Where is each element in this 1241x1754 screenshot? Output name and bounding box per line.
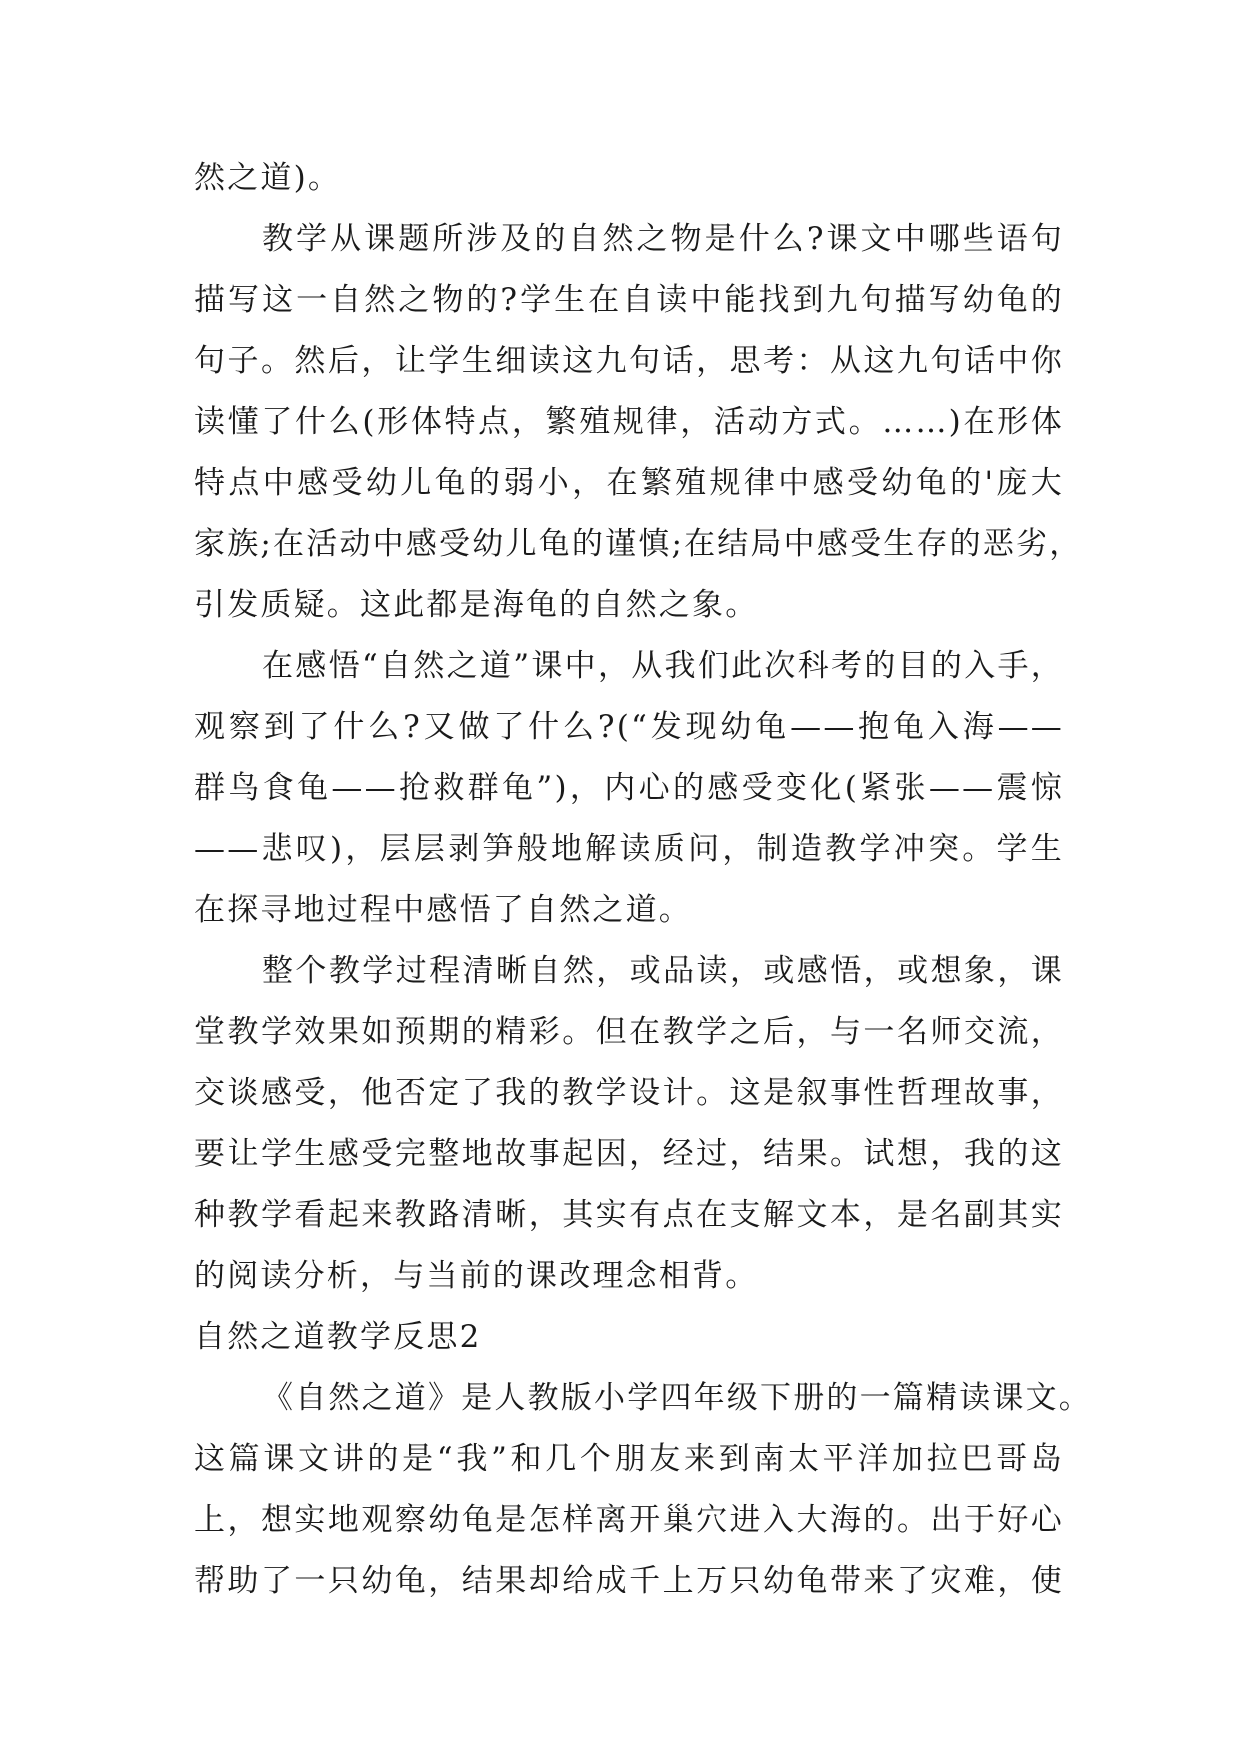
text-line: 特点中感受幼儿龟的弱小，在繁殖规律中感受幼龟的'庞大 [194,465,1064,501]
text-line: 然之道)。 [194,160,342,196]
text-line: 堂教学效果如预期的精彩。但在教学之后，与一名师交流， [194,1014,1064,1050]
text-line: 读懂了什么(形体特点，繁殖规律，活动方式。……)在形体 [194,404,1064,440]
section-heading: 自然之道教学反思2 [194,1319,482,1355]
text-line: 句子。然后，让学生细读这九句话，思考：从这九句话中你 [194,343,1064,379]
text-line: 教学从课题所涉及的自然之物是什么?课文中哪些语句 [262,221,1064,257]
text-line: 引发质疑。这此都是海龟的自然之象。 [194,587,759,623]
text-line: 群鸟食龟——抢救群龟”)，内心的感受变化(紧张——震惊 [194,770,1064,806]
text-line: ——悲叹)，层层剥笋般地解读质问，制造教学冲突。学生 [194,831,1064,867]
text-line: 在探寻地过程中感悟了自然之道。 [194,892,692,928]
text-line: 在感悟“自然之道”课中，从我们此次科考的目的入手， [262,648,1064,684]
text-line: 观察到了什么?又做了什么?(“发现幼龟——抱龟入海—— [194,709,1064,745]
text-line: 种教学看起来教路清晰，其实有点在支解文本，是名副其实 [194,1197,1064,1233]
text-line: 整个教学过程清晰自然，或品读，或感悟，或想象，课 [262,953,1064,989]
text-line: 《自然之道》是人教版小学四年级下册的一篇精读课文。 [262,1380,1092,1416]
text-line: 要让学生感受完整地故事起因，经过，结果。试想，我的这 [194,1136,1064,1172]
text-line: 帮助了一只幼龟，结果却给成千上万只幼龟带来了灾难，使 [194,1563,1064,1599]
text-line: 这篇课文讲的是“我”和几个朋友来到南太平洋加拉巴哥岛 [194,1441,1064,1477]
text-line: 的阅读分析，与当前的课改理念相背。 [194,1258,759,1294]
text-line: 交谈感受，他否定了我的教学设计。这是叙事性哲理故事， [194,1075,1064,1111]
document-page [194,148,1092,1612]
text-line: 上，想实地观察幼龟是怎样离开巢穴进入大海的。出于好心 [194,1502,1064,1538]
text-line: 描写这一自然之物的?学生在自读中能找到九句描写幼龟的 [194,282,1064,318]
text-line: 家族;在活动中感受幼儿龟的谨慎;在结局中感受生存的恶劣， [194,526,1083,562]
